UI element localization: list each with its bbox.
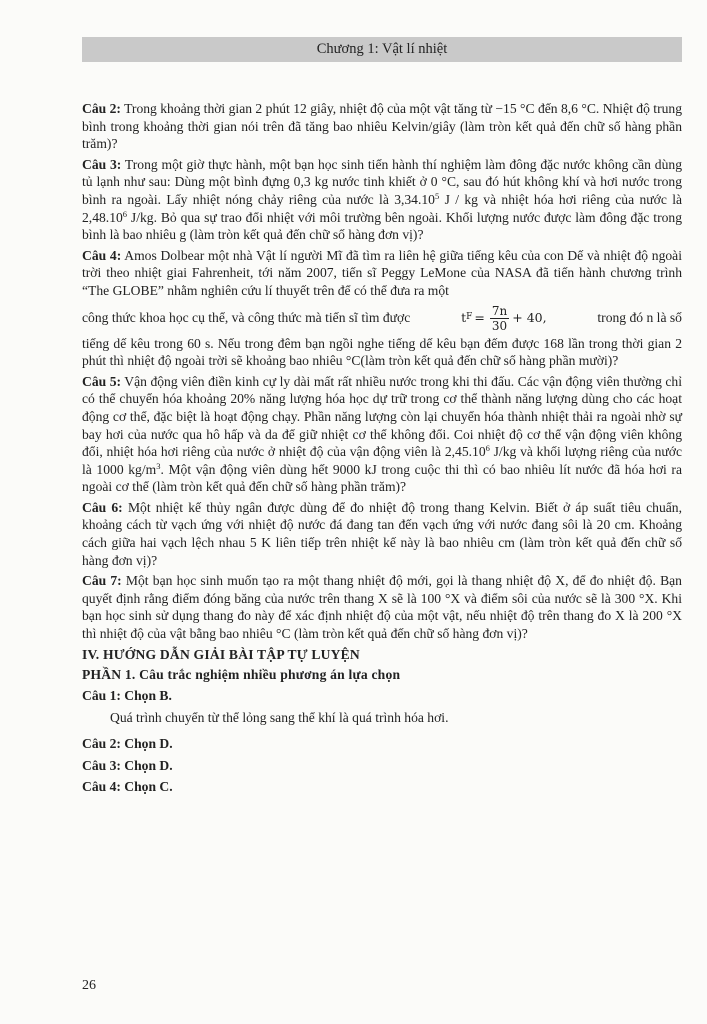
question-label: Câu 6: bbox=[82, 499, 123, 515]
formula-rest: + 40, bbox=[512, 310, 547, 326]
question-text: J/kg và khối lượng riêng của nước là 1000 kg/m bbox=[82, 444, 682, 477]
answer-label: Câu 3: Chọn D. bbox=[82, 757, 173, 773]
question-text: . Một vận động viên dùng hết 9000 kJ trong cuộc thi thì có bao nhiêu lít nước đã hóa hơi ra ngoài cơ thể (làm tròn kết quả đến chữ số hàng phần trăm)? bbox=[82, 461, 682, 495]
question-text: J/kg. Bỏ qua sự trao đổi nhiệt với môi trường bên ngoài. Khối lượng nước được làm đông đặc trong bình là bao nhiêu g (làm tròn kết quả đến chữ số hàng đơn vị)? bbox=[82, 209, 682, 243]
page-content bbox=[82, 100, 682, 800]
question-text: trong đó n là số bbox=[597, 310, 682, 326]
exponent: 6 bbox=[122, 208, 128, 219]
formula-line bbox=[82, 304, 682, 333]
section-title: IV. HƯỚNG DẪN GIẢI BÀI TẬP TỰ LUYỆN bbox=[82, 646, 360, 662]
question-2 bbox=[82, 100, 682, 153]
chapter-header bbox=[82, 37, 682, 62]
exponent: 5 bbox=[434, 190, 440, 201]
question-text: Trong một giờ thực hành, một bạn học sinh tiến hành thí nghiệm làm đông đặc nước không cần dùng tủ lạnh như sau: Dùng một bình đựng 0,3 kg nước tinh khiết ở 0 °C, sau đó hút không khí và hơi nước trong bình ra ngoài. Lấy nhiệt nóng chảy riêng của nước là 3,34.10 bbox=[82, 156, 682, 207]
question-text: J / kg và nhiệt hóa hơi riêng của nước là 2,48.10 bbox=[82, 191, 682, 225]
question-text: công thức khoa học cụ thể, và công thức mà tiến sĩ tìm được bbox=[82, 310, 411, 326]
formula-lhs: t bbox=[461, 310, 467, 326]
formula-equals: = bbox=[474, 310, 485, 326]
answer-label: Câu 2: Chọn D. bbox=[82, 736, 173, 751]
question-label: Câu 4: bbox=[82, 247, 122, 263]
answer-label: Câu 4: Chọn C. bbox=[82, 779, 173, 795]
dolbear-formula bbox=[461, 304, 546, 333]
question-4 bbox=[82, 247, 682, 300]
fraction-numerator: 7n bbox=[491, 303, 508, 318]
question-6 bbox=[82, 499, 682, 569]
chapter-title: Chương 1: Vật lí nhiệt bbox=[316, 41, 448, 57]
question-3 bbox=[82, 156, 682, 244]
page-number: 26 bbox=[82, 978, 96, 993]
answer-item bbox=[82, 778, 682, 796]
question-text: Một nhiệt kế thủy ngân được dùng để đo nhiệt độ trong thang Kelvin. Biết ở áp suất tiêu chuẩn, khoảng cách từ vạch ứng với nhiệt độ nước đá đang tan đến vạch ứng với nước đang sôi là 20 cm. Khoảng cách giữa hai vạch lệch nhau 5 K liên tiếp trên nhiệt kế này là bao nhiêu cm (làm tròn kết quả đến chữ số hàng đơn vị)? bbox=[82, 499, 682, 568]
exponent: 6 bbox=[485, 443, 490, 454]
question-text: Trong khoảng thời gian 2 phút 12 giây, nhiệt độ của một vật tăng từ −15 °C đến 8,6 °C. Nhiệt độ trung bình trong khoảng thời gian nói trên đã tăng bao nhiêu Kelvin/giây (làm tròn kết quả đến chữ số hàng phần trăm)? bbox=[82, 101, 682, 152]
question-label: Câu 2: bbox=[82, 101, 121, 116]
question-label: Câu 3: bbox=[82, 156, 122, 172]
question-4-cont bbox=[82, 335, 682, 370]
question-label: Câu 7: bbox=[82, 573, 122, 589]
question-text: Một bạn học sinh muốn tạo ra một thang nhiệt độ mới, gọi là thang nhiệt độ X, để đo nhiệt độ. Bạn quyết định rằng điểm đóng băng của nước trên thang X sẽ là 100 °X và điểm sôi của nước sẽ là 300 °X. Khi bạn học sinh sử dụng thang đo này để xác định nhiệt độ của một vật, nếu nhiệt độ trên thang đo X là 200 °X thì nhiệt độ của vật bằng bao nhiêu °C (làm tròn kết quả đến chữ số hàng đơn vị)? bbox=[82, 573, 682, 642]
exponent: 3 bbox=[156, 460, 161, 471]
fraction-denominator: 30 bbox=[491, 318, 508, 333]
answer-item bbox=[82, 735, 682, 753]
part-title: PHẦN 1. Câu trắc nghiệm nhiều phương án lựa chọn bbox=[82, 667, 401, 683]
question-label: Câu 5: bbox=[82, 373, 122, 389]
formula-subscript: F bbox=[466, 312, 473, 323]
question-text: tiếng dế kêu trong 60 s. Nếu trong đêm bạn ngồi nghe tiếng dế kêu bạn đếm được 168 lần trong thời gian 2 phút thì nhiệt độ ngoài trời sẽ khoảng bao nhiêu °C(làm tròn kết quả đến chữ số hàng phần mười)? bbox=[82, 335, 682, 369]
answer-item bbox=[82, 687, 682, 705]
question-text: Vận động viên điền kinh cự ly dài mất rất nhiều nước trong khi thi đấu. Các vận động viên thường chỉ có thể chuyển hóa khoảng 20% năng lượng hóa học dự trữ trong cơ thể thành năng lượng dùng cho các hoạt động cơ thể, đặc biệt là hoạt động chạy. Phần năng lượng còn lại chuyển hóa thành nhiệt thải ra ngoài nhờ sự bay hơi của nước qua hô hấp và da để giữ nhiệt cơ thể không đổi. Coi nhiệt độ cơ thể vận động viên không đổi, nhiệt hóa hơi riêng của nước ở nhiệt độ của vận động viên là 2,45.10 bbox=[82, 373, 682, 460]
answer-explanation: Quá trình chuyển từ thể lỏng sang thể khí là quá trình hóa hơi. bbox=[110, 710, 449, 726]
question-5 bbox=[82, 373, 682, 496]
fraction bbox=[490, 304, 509, 333]
answer-label: Câu 1: Chọn B. bbox=[82, 687, 172, 703]
answer-item bbox=[82, 757, 682, 775]
question-text: Amos Dolbear một nhà Vật lí người Mĩ đã tìm ra liên hệ giữa tiếng kêu của con Dế và nhiệt độ ngoài trời theo nhiệt giai Fahrenheit, tới năm 2007, tiến sĩ Peggy LeMone của NASA đã tiến hành chương trình “The GLOBE” nhằm nghiên cứu lí thuyết trên để có thể đưa ra một bbox=[82, 247, 682, 298]
question-7 bbox=[82, 572, 682, 642]
